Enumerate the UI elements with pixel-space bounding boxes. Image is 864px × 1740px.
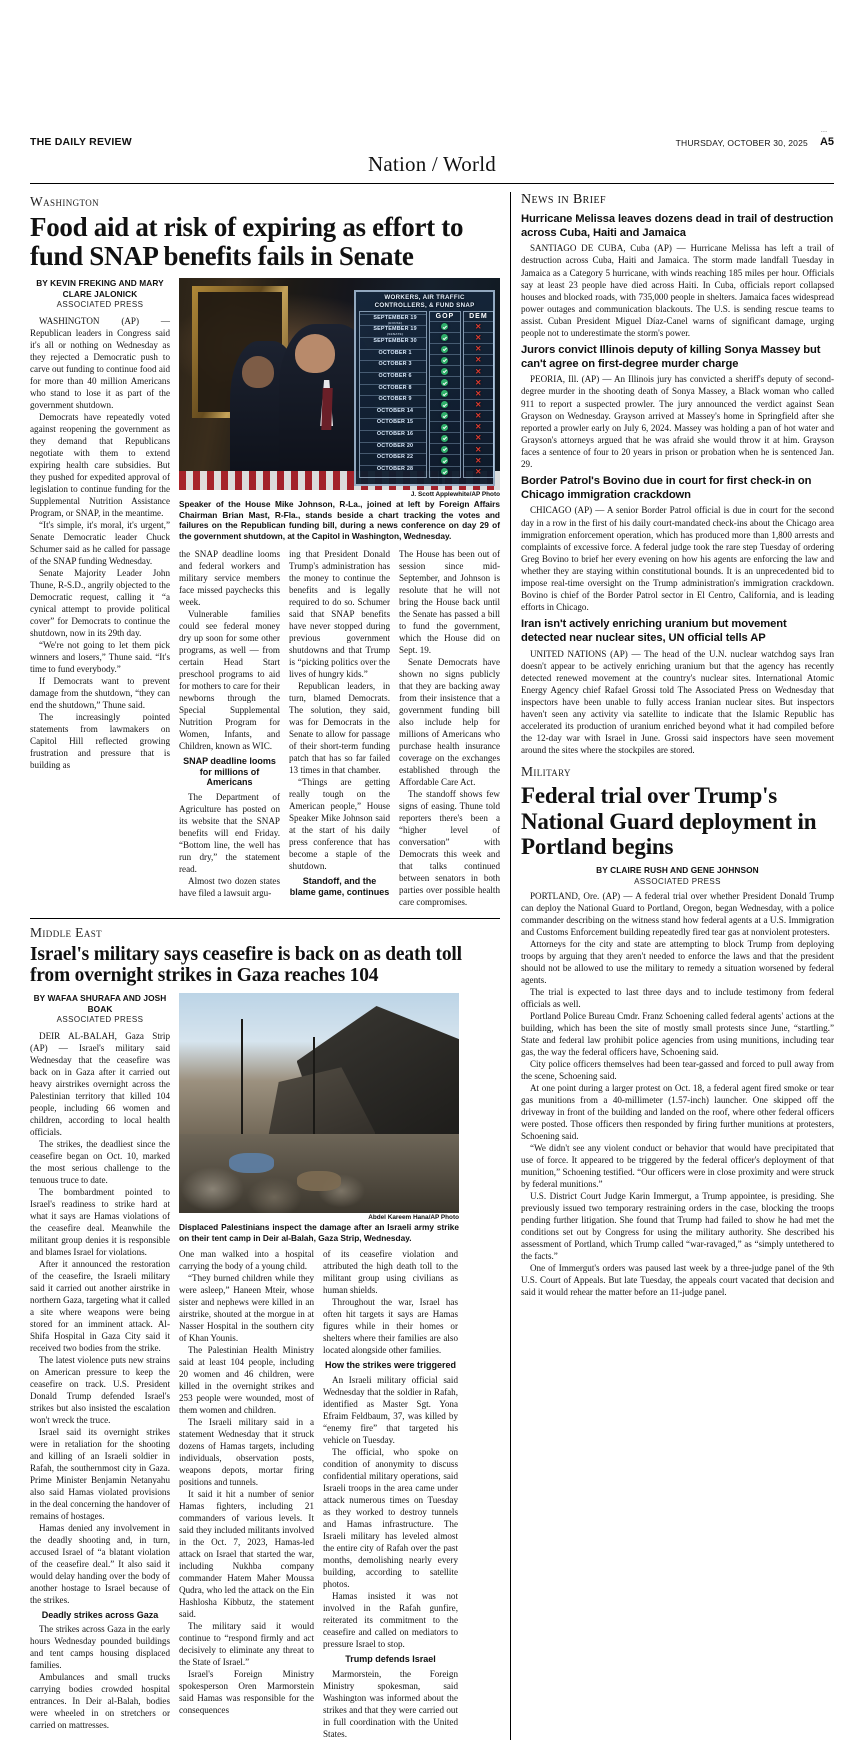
check-icon: [441, 424, 448, 431]
mideast-para: The Palestinian Health Ministry said at least 104 people, including 20 women and 46 children, were killed in the overnight strikes and 253 people were wounded, most of them women and children.: [179, 1345, 314, 1416]
brief-item: [521, 475, 834, 613]
news-in-brief-title: News in Brief: [520, 192, 606, 207]
lead-photo: [179, 278, 500, 490]
military-para: At one point during a larger protest on Oct. 18, a federal agent fired smoke or tear gas munitions from a 40-millimeter (1.57-inch) launcher. One skipped off the driveway in front of the building and landed on the roof, where other federal officers were posted. Those officers then responded by firing further munitions at protesters, Schoening said.: [520, 1082, 834, 1141]
check-icon: [441, 468, 448, 475]
mideast-right-block: [179, 993, 500, 1740]
chart-date-cell: OCTOBER 22: [360, 453, 426, 465]
lead-para: WASHINGTON (AP) — Republican leaders in Congress said it's all or nothing on Wednesday as they rejected a Democratic push to carve out funding to continue food aid for more than 40 million Americans who stand to lose it as part of the government shutdown.: [30, 315, 170, 410]
check-icon: [441, 379, 448, 386]
check-icon: [441, 334, 448, 341]
gop-vote-cell: [430, 343, 459, 354]
mideast-para: Israel's Foreign Ministry spokesperson Oren Marmorstein said Hamas was responsible for the consequences: [179, 1669, 314, 1716]
lead-para: Senate Majority Leader John Thune, R-S.D., angrily objected to the Democratic request, calling it “a cynical attempt to provide political cover” for Democrats to continue the shutdown, now in its 29th day.: [30, 567, 170, 638]
page-number: [819, 131, 834, 148]
check-icon: [441, 457, 448, 464]
brief-item: [521, 213, 834, 339]
cross-icon: ✕: [475, 355, 482, 365]
check-icon: [441, 357, 448, 364]
vote-tracking-chart: [354, 290, 495, 485]
mideast-headline: Israel's military says ceasefire is back on as death toll from overnight strikes in Gaza reaches 104: [30, 943, 462, 987]
person-head-front: [295, 334, 335, 373]
chart-date-cell: OCTOBER 6: [360, 372, 426, 384]
cross-icon: ✕: [475, 366, 482, 376]
mideast-para: The official, who spoke on condition of anonymity to discuss confidential military operations, said Israeli troops in the area came under attack numerous times on Tuesday as they worked to destroy tunnels and Hamas infrastructure. The Israeli military has leveled almost the entire city of Rafah over the past months, demolishing nearly every building, according to satellite photos.: [323, 1447, 458, 1590]
mideast-para: “They burned children while they were asleep,” Haneen Mteir, whose sister and nephews were killed in an airstrike, shouted at the morgue in at Nasser Hospital in the southern city of Khan Younis.: [179, 1273, 314, 1344]
mideast-para: After it announced the restoration of the ceasefire, the Israeli military said it carried out another airstrike in northern Gaza, targeting what it called a site where weapons were being stored for an imminent attack. Al-Shifa Hospital in Gaza City said it received two bodies from the strike.: [30, 1258, 170, 1353]
chart-col-header: DEM: [469, 312, 488, 320]
military-para: The trial is expected to last three days and to include testimony from federal officials as well.: [520, 986, 834, 1009]
mideast-para: One man walked into a hospital carrying the body of a young child.: [179, 1249, 314, 1272]
lead-col-2: [179, 548, 280, 908]
dem-vote-cell: [464, 354, 493, 365]
chart-date-cell: OCTOBER 3: [360, 360, 426, 372]
mideast-para: The military said it would continue to “respond firmly and act decisively to eliminate any threat to the State of Israel.”: [179, 1621, 314, 1668]
gaza-photo: [179, 993, 459, 1213]
mideast-para: The strikes, the deadliest since the ceasefire began on Oct. 10, marked the most serious challenge to the tenuous truce to date.: [30, 1138, 170, 1185]
chart-date-cell: OCTOBER 9: [360, 395, 426, 407]
check-icon: [441, 401, 448, 408]
military-byline: BY CLAIRE RUSH AND GENE JOHNSON: [596, 865, 759, 876]
military-headline: Federal trial over Trump's National Guard deployment in Portland begins: [520, 783, 817, 860]
mideast-kicker: Middle East: [30, 924, 103, 940]
military-para: One of Immergut's orders was paused last week by a three-judge panel of the 9th U.S. Court of Appeals. But late Tuesday, the appeals court vacated that decision and said it would rehear the matter before an 11-judge panel.: [520, 1262, 834, 1297]
chart-date-cell: [360, 314, 426, 326]
mideast-para: Marmorstein, the Foreign Ministry spokesman, said Washington was informed about the strikes and that they were carried out in full coordination with the United States.: [323, 1668, 458, 1739]
gop-vote-cell: [430, 454, 459, 465]
cross-icon: ✕: [475, 322, 482, 332]
check-icon: [441, 323, 448, 330]
mideast-para: The bombardment pointed to Israel's readiness to strike hard at what it says are Hamas violations of the ceasefire deal. Meanwhile the militant group denies it is responsible and blames Israel for violations.: [30, 1186, 170, 1257]
lead-credit: ASSOCIATED PRESS: [56, 300, 144, 310]
check-icon: [441, 390, 448, 397]
gaza-photo-caption: Displaced Palestinians inspect the damage after an Israeli army strike on their tent camp in Deir al-Balah, Gaza Strip, Wednesday.: [179, 1221, 459, 1243]
issue-date: THURSDAY, OCTOBER 30, 2025: [675, 138, 808, 148]
tent-camp-damage-photo: [179, 993, 459, 1213]
gop-vote-cell: [430, 443, 459, 454]
person-head-back: [242, 356, 274, 388]
cross-icon: ✕: [475, 455, 482, 465]
dem-vote-cell: [464, 376, 493, 387]
dem-vote-cell: [464, 388, 493, 399]
gop-vote-cell: [430, 388, 459, 399]
military-body: [521, 890, 834, 1298]
lead-subcolumns: [179, 548, 500, 908]
check-icon: [441, 346, 448, 353]
lead-para: ing that President Donald Trump's administration has the money to continue the benefits and is legally required to do so. Schumer said that SNAP benefits have never stopped during previous government shutdowns and that Trump is “picking politics over the lives of hungry kids.”: [289, 548, 390, 679]
mideast-para: The Israeli military said in a statement Wednesday that it struck dozens of Hamas targets, including individuals, observation posts, weapons depots, mortar firing positions and tunnels.: [179, 1417, 314, 1488]
dem-vote-cell: [464, 432, 493, 443]
lead-kicker: Washington: [30, 194, 100, 209]
mideast-para: It said it hit a number of senior Hamas fighters, including 21 commanders of various levels. It said they included militants involved in the Oct. 7, 2023, Hamas-led attack on Israel that started the war, including Nukhba company commander Hatem Maher Moussa Qudra, who led the attack on the Ein Hashlosha Kibbutz, the statement said.: [179, 1489, 314, 1620]
section-title: Nation / World: [368, 152, 496, 176]
lead-col-3: [289, 548, 390, 908]
lead-para: “We're not going to let them pick winners and losers,” Thune said. “It's time to fund everybody.”: [30, 639, 170, 674]
military-para: PORTLAND, Ore. (AP) — A federal trial over whether President Donald Trump can deploy the National Guard to Portland, Oregon, began Wednesday, with a police commander describing on the witness stand how federal agents at a U.S. Immigration and Customs Enforcement building repeatedly fired tear gas at nonviolent protesters.: [520, 890, 834, 937]
mideast-subhead: Trump defends Israel: [345, 1654, 436, 1665]
lead-para: Almost two dozen states have filed a lawsuit argu-: [179, 876, 280, 899]
chart-title: WORKERS, AIR TRAFFIC CONTROLLERS, & FUND SNAP: [374, 294, 475, 309]
brief-headline: Jurors convict Illinois deputy of killing Sonya Massey but can't agree on first-degree murder charge: [520, 344, 821, 370]
brief-item: [521, 618, 834, 756]
lead-para: The House has been out of session since mid-September, and Johnson is resolute that he will not bring the House back until the Senate has passed a bill to fund the government, which the House did on Sept. 19.: [399, 548, 500, 655]
lead-para: Senate Democrats have shown no signs publicly that they are backing away from their insistence that a government funding bill also include help for millions of Americans who purchase health insurance coverage on the exchanges established through the Affordable Care Act.: [399, 656, 500, 787]
mideast-para: The strikes across Gaza in the early hours Wednesday pounded buildings and tent camps housing displaced families.: [30, 1624, 170, 1671]
brief-body: CHICAGO (AP) — A senior Border Patrol official is due in court for the second day in a row in the first of his daily court-mandated check-ins about the Chicago area immigration enforcement operation, which has produced more than 1,800 arrests and complaints of excessive force. A federal judge took the rare step Tuesday of ordering Greg Bovino to brief her every evening on how his agents are enforcing the law and whether they are staying within constitutional bounds. It is an unprecedented bid to impose real-time oversight on the Trump administration's immigration crackdown. Bovino is chief of the Border Patrol sector in El Centro, California, and is leading efforts in Chicago.: [520, 505, 834, 613]
lead-para: “Things are getting really tough on the American people,” House Speaker Mike Johnson said at the start of his daily press conference that has become a staple of the shutdown.: [289, 776, 390, 871]
lead-para: If Democrats want to prevent damage from the shutdown, “they can end the shutdown,” Thune said.: [30, 675, 170, 710]
chart-date-label: SEPTEMBER 19: [373, 314, 417, 321]
cross-icon: ✕: [475, 400, 482, 410]
mideast-para: An Israeli military official said Wednesday that the soldier in Rafah, identified as Master Sgt. Yona Efraim Feldbaum, 37, was killed by “enemy fire” that targeted his vehicle on Tuesday.: [323, 1375, 458, 1446]
dem-vote-cell: [464, 332, 493, 343]
page-number-dots: ˙˙˙: [820, 131, 828, 137]
lead-col-4: [399, 548, 500, 908]
military-para: City police officers themselves had been tear-gassed and forced to pull away from the scene, Schoening said.: [520, 1058, 834, 1081]
chart-date-subnote: (SENATE): [387, 332, 404, 337]
section-divider: [30, 918, 500, 919]
dem-vote-cell: [464, 410, 493, 421]
military-para: Attorneys for the city and state are attempting to block Trump from deploying troops by arguing that they aren't needed to enforce the laws and that the president should not be allowed to use the military to remedy a situation worsened by federal agents.: [520, 938, 834, 985]
gop-vote-cell: [430, 432, 459, 443]
cross-icon: ✕: [475, 388, 482, 398]
mideast-story: [30, 925, 500, 1740]
military-para: “We didn't see any violent conduct or behavior that would have precipitated that use of force. It appeared to be triggered by the federal officer's deployment of that munition,” Schoening testified. “Our officers were in close proximity and were struck by federal munitions.”: [520, 1142, 834, 1189]
mideast-subhead: How the strikes were triggered: [324, 1360, 457, 1371]
top-rule: [30, 183, 834, 184]
mideast-para: Israel said its overnight strikes were in retaliation for the shooting and killing of an Israeli soldier in Rafah, the southernmost city in Gaza. Prime Minister Benjamin Netanyahu also said Hamas violated provisions in the deal concerning the handover of remains of hostages.: [30, 1426, 170, 1521]
gop-vote-cell: [430, 421, 459, 432]
cross-icon: ✕: [475, 333, 482, 343]
gop-vote-cell: [430, 376, 459, 387]
chart-date-cell: OCTOBER 15: [360, 418, 426, 430]
military-story: [521, 764, 834, 1297]
military-kicker: Military: [520, 764, 571, 780]
chart-col-header: GOP: [435, 312, 455, 320]
check-icon: [441, 435, 448, 442]
mideast-para: of its ceasefire violation and attributed the high death toll to the militant group using civilians as human shields.: [323, 1249, 458, 1296]
brief-headline: Iran isn't actively enriching uranium but movement detected near nuclear sites, UN official tells AP: [520, 618, 787, 644]
check-icon: [441, 446, 448, 453]
necktie: [321, 388, 332, 430]
lead-para: the SNAP deadline looms and federal workers and military service members face missed paychecks this week.: [179, 548, 280, 607]
dem-vote-cell: [464, 321, 493, 332]
lead-byline: BY KEVIN FREKING AND MARY CLARE JALONICK: [36, 277, 164, 299]
chart-grid: [359, 311, 490, 478]
chart-date-cell: OCTOBER 14: [360, 407, 426, 419]
lead-subhead: SNAP deadline looms for millions of Americans: [183, 755, 276, 788]
brief-body: PEORIA, Ill. (AP) — An Illinois jury has convicted a sheriff's deputy of second-degree murder in the shooting death of Sonya Massey, a Black woman who called 911 to report a suspected prowler. The jury announced the verdict against Sean Grayson on Wednesday. Grayson arrived at Massey's home in Springfield after she reported a prowler early on July 6, 2024. Massey was holding a pan of hot water and Grayson's attorneys argued that he was afraid she would throw it at him. Grayson faces a sentence of four to 20 years in prison or probation when he is sentenced Jan. 29.: [520, 374, 834, 470]
chart-date-subnote: (HOUSE): [387, 320, 403, 325]
gaza-photo-credit: Abdel Kareem Hana/AP Photo: [368, 1213, 459, 1221]
check-icon: [441, 368, 448, 375]
mideast-col-3: [323, 1248, 458, 1740]
mideast-col-2: [179, 1248, 314, 1740]
page-number-label: A5: [819, 136, 834, 148]
mideast-para: The latest violence puts new strains on American pressure to keep the ceasefire on track. U.S. President Donald Trump defended Israel's strikes but also insisted the escalation won't wreck the truce.: [30, 1354, 170, 1425]
mideast-subhead: Deadly strikes across Gaza: [41, 1609, 159, 1620]
mideast-para: Hamas insisted it was not involved in the Rafah gunfire, reiterated its commitment to the ceasefire and called on mediators to pressure Israel to stop.: [323, 1591, 458, 1650]
chart-date-cell: OCTOBER 16: [360, 430, 426, 442]
cross-icon: ✕: [475, 433, 482, 443]
gop-vote-cell: [430, 354, 459, 365]
brief-headline: Border Patrol's Bovino due in court for first check-in on Chicago immigration crackdown: [520, 475, 812, 501]
mideast-para: Throughout the war, Israel has often hit targets it says are Hamas figures while in their homes or shelters where their families are also located alongside other families.: [323, 1297, 458, 1356]
cross-icon: ✕: [475, 444, 482, 454]
lead-photo-credit: J. Scott Applewhite/AP Photo: [410, 490, 500, 498]
mideast-byline: BY WAFAA SHURAFA AND JOSH BOAK: [33, 992, 167, 1014]
dem-vote-cell: [464, 443, 493, 454]
dem-vote-cell: [464, 454, 493, 465]
lead-para: The Department of Agriculture has posted on its website that the SNAP benefits will end Friday. “Bottom line, the well has run dry,” the statement read.: [179, 792, 280, 875]
chart-date-label: SEPTEMBER 19: [373, 326, 417, 333]
brief-headline: Hurricane Melissa leaves dozens dead in trail of destruction across Cuba, Haiti and Jamaica: [520, 213, 834, 239]
brief-body: SANTIAGO DE CUBA, Cuba (AP) — Hurricane Melissa has left a trail of destruction across Cuba, Haiti and Jamaica. The storm made landfall Tuesday in Jamaica as a Category 5 hurricane, with winds reaching 185 miles per hour. Officials say at least 23 people have died across Haiti. In Cuba, officials report collapsed houses and blocked roads, with 735,000 people in shelters. Jamaica faces widespread power outages and communication blackouts. The U.S. is sending rescue teams to assist. Cuban President Miguel Díaz-Canel warns of significant damage, urging people not to underestimate the storm's power.: [520, 243, 834, 338]
brief-item: [521, 344, 834, 470]
mideast-para: DEIR AL-BALAH, Gaza Strip (AP) — Israel's military said Wednesday that the ceasefire was back on in Gaza after it carried out heavy airstrikes overnight across the Palestinian territory that killed 104 people, including 66 women and children, according to local health officials.: [30, 1030, 170, 1137]
mideast-credit: ASSOCIATED PRESS: [56, 1015, 144, 1025]
mideast-subcolumns: [179, 1248, 500, 1740]
masthead: [30, 0, 834, 148]
masthead-right: [675, 131, 834, 148]
gop-vote-cell: [430, 332, 459, 343]
chart-date-cell: SEPTEMBER 30: [360, 337, 426, 349]
gop-vote-cell: [430, 365, 459, 376]
vertical-divider: [510, 192, 511, 1740]
lead-right-block: [179, 278, 500, 908]
debris-cloth: [297, 1171, 342, 1191]
lead-headline: Food aid at risk of expiring as effort to fund SNAP benefits fails in Senate: [30, 212, 464, 271]
mideast-para: Ambulances and small trucks carrying bodies crowded hospital entrances. In Deir al-Balah, bodies were wheeled in on stretchers or carried on mattresses.: [30, 1672, 170, 1731]
cross-icon: ✕: [475, 344, 482, 354]
chart-date-cell: [360, 325, 426, 337]
debris-cloth: [229, 1153, 274, 1173]
gop-vote-cell: [430, 399, 459, 410]
gop-vote-cell: [430, 466, 459, 477]
check-icon: [441, 412, 448, 419]
capitol-press-conference-photo: [179, 278, 500, 490]
cross-icon: ✕: [475, 377, 482, 387]
lead-para: Democrats have repeatedly voted against reopening the government as they demand that Republicans negotiate with them to extend expiring health care subsidies. But they pushed for expedited approval of legislation to continue funding for the Supplemental Nutrition Assistance Program, or SNAP, in the meantime.: [30, 411, 170, 518]
military-para: U.S. District Court Judge Karin Immergut, a Trump appointee, is presiding. She previously issued two temporary restraining orders in the case, blocking the troops pending further litigation. She found that Trump had failed to show he had met the conditions set out by Congress for using the military authority. She described his assessment of Portland, which Trump called “war-ravaged,” as “simply untethered to the facts.”: [520, 1190, 834, 1261]
page-body: [30, 192, 834, 1740]
lead-subhead: Standoff, and the blame game, continues: [289, 875, 390, 897]
lead-photo-caption: Speaker of the House Mike Johnson, R-La., joined at left by Foreign Affairs Chairman Brian Mast, R-Fla., stands beside a chart tracking the votes and failures on the Republican funding bill, during a news conference on day 29 of the government shutdown, at the Capitol in Washington, Wednesday.: [179, 498, 500, 542]
gop-vote-cell: [430, 321, 459, 332]
dem-vote-cell: [464, 343, 493, 354]
chart-dem-column: [463, 311, 494, 478]
brief-body: UNITED NATIONS (AP) — The head of the U.N. nuclear watchdog says Iran doesn't appear to be actively enriching uranium but that the agency has recently detected renewed movement at the country's nuclear sites. International Atomic Energy Agency chief Rafael Grossi told The Associated Press on Wednesday that inspectors have been unable to fully access Iranian nuclear sites. But inspectors haven't seen any activity via satellite to indicate that the Islamic Republic has accelerated its production of uranium enriched beyond what it had compiled before the 12-day war with Israel in June. Grossi said inspectors have seen movement around the sites where the stockpiles are stored.: [520, 648, 834, 756]
lead-col-1: [30, 278, 170, 908]
cross-icon: ✕: [475, 422, 482, 432]
dem-vote-cell: [464, 365, 493, 376]
military-para: Portland Police Bureau Cmdr. Franz Schoening called federal agents' actions at the building, which has been the site of mostly small protests since June, “startling.” State and federal law prohibit police agencies from using munitions, including tear gas, the way the federal officers have, Schoening said.: [520, 1010, 834, 1057]
paper-name: THE DAILY REVIEW: [30, 136, 132, 148]
lead-para: Vulnerable families could see federal money dry up soon for some other programs, as well — from certain Head Start preschool programs to aid for mothers to care for their newborns through the Special Supplemental Nutrition Program for Women, Infants, and Children, known as WIC.: [179, 608, 280, 751]
gop-vote-cell: [430, 410, 459, 421]
lead-para: The increasingly pointed statements from lawmakers on Capitol Hill reflected growing frustration and pressure that is building as: [30, 711, 170, 770]
left-zone: [30, 192, 500, 1740]
chart-date-column: [359, 311, 427, 478]
dem-vote-cell: [464, 466, 493, 477]
military-credit: ASSOCIATED PRESS: [634, 876, 721, 886]
chart-gop-column: [429, 311, 460, 478]
lead-story: [30, 194, 500, 908]
dem-vote-cell: [464, 399, 493, 410]
chart-date-cell: OCTOBER 20: [360, 442, 426, 454]
lead-para: Republican leaders, in turn, blamed Democrats. The solution, they said, was for Democrats in the Senate to allow for passage of their short-term funding patch that has so far failed 13 times in that chamber.: [289, 680, 390, 775]
cross-icon: ✕: [475, 411, 482, 421]
right-zone: [521, 192, 834, 1740]
lead-para: “It's simple, it's moral, it's urgent,” Senate Democratic leader Chuck Schumer said as he called for passage of the SNAP funding Wednesday.: [30, 519, 170, 566]
mideast-col-1: [30, 993, 170, 1740]
chart-date-cell: OCTOBER 8: [360, 384, 426, 396]
lead-para: The standoff shows few signs of easing. Thune told reporters there's been a “higher level of conversation” with Democrats this week and that talks continued between senators in both parties over possible health care compromises.: [399, 788, 500, 907]
chart-date-cell: OCTOBER 28: [360, 465, 426, 477]
mideast-para: Hamas denied any involvement in the deadly shooting and, in turn, accused Israel of “a blatant violation of the ceasefire deal.” It also said it would delay handing over the body of another hostage to Israel because of the strikes.: [30, 1522, 170, 1605]
dem-vote-cell: [464, 421, 493, 432]
chart-date-cell: OCTOBER 1: [360, 349, 426, 361]
cross-icon: ✕: [475, 466, 482, 476]
